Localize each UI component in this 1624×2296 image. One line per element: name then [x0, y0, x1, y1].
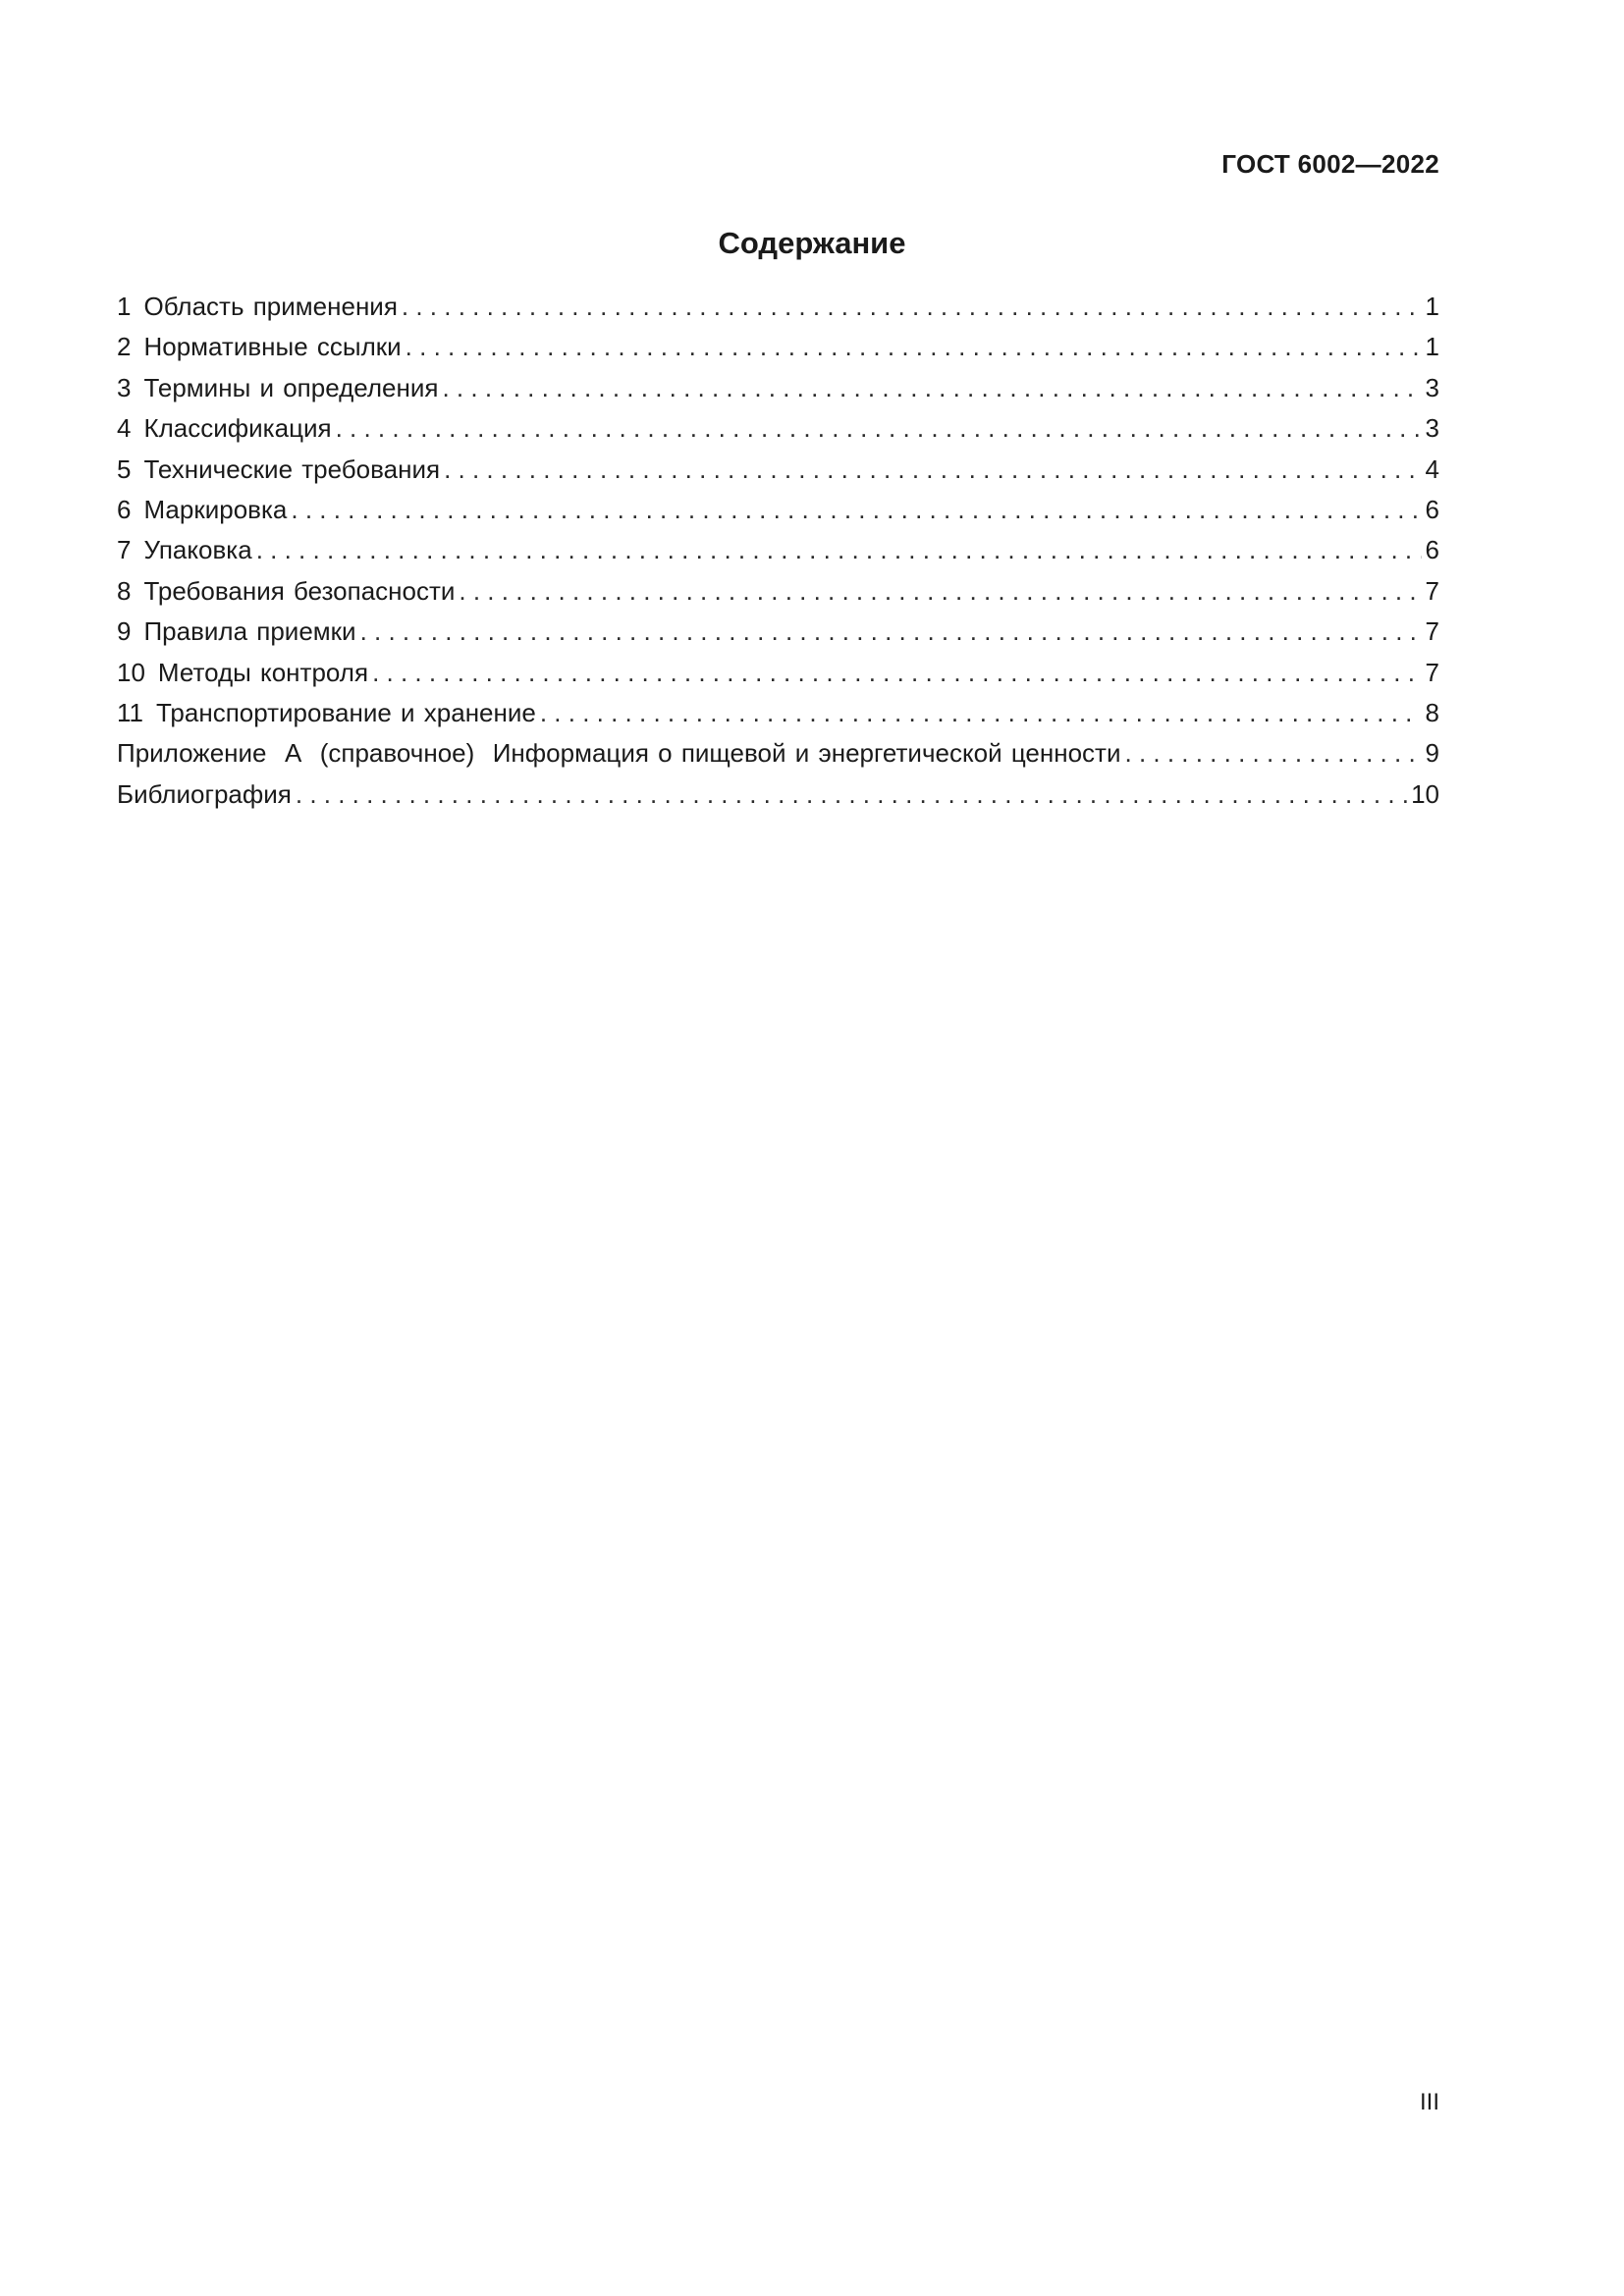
toc-title: Содержание — [718, 226, 906, 260]
toc-dot-leader — [372, 653, 1421, 693]
document-code: ГОСТ 6002—2022 — [1221, 149, 1439, 179]
toc-entry-page: 7 — [1425, 575, 1439, 606]
toc-entry-number: 1 — [117, 292, 132, 321]
toc-entry-label — [117, 530, 252, 570]
toc-entry-page: 7 — [1425, 616, 1439, 647]
toc-entry-number: 7 — [117, 535, 132, 565]
toc-entry-number: 11 — [117, 697, 143, 727]
toc-entry[interactable] — [117, 450, 1439, 490]
toc-dot-leader — [296, 774, 1407, 815]
toc-entry-text: Маркировка — [143, 494, 288, 524]
table-of-contents — [117, 287, 1439, 815]
toc-entry-number: 9 — [117, 616, 132, 647]
toc-entry[interactable] — [117, 287, 1439, 327]
toc-entry-page: 3 — [1425, 413, 1439, 444]
toc-entry-number: 8 — [117, 575, 132, 606]
toc-entry-label — [117, 408, 332, 449]
toc-entry-text: Требования безопасности — [143, 575, 456, 606]
toc-entry-label — [117, 693, 536, 733]
toc-dot-leader — [1125, 733, 1422, 774]
toc-entry[interactable] — [117, 490, 1439, 530]
toc-entry-page: 1 — [1425, 292, 1439, 321]
toc-entry-number: 3 — [117, 372, 132, 402]
toc-entry-label — [117, 612, 356, 652]
toc-entry-page: 7 — [1425, 657, 1439, 687]
toc-entry[interactable] — [117, 612, 1439, 652]
toc-entry-number: 5 — [117, 454, 132, 484]
toc-entry-appendix[interactable] — [117, 733, 1439, 774]
toc-dot-leader — [444, 450, 1421, 490]
toc-entry-number: 2 — [117, 332, 132, 362]
toc-dot-leader — [256, 530, 1422, 570]
toc-entry-text: Классификация — [143, 413, 332, 444]
toc-dot-leader — [360, 612, 1422, 652]
toc-entry-number: 4 — [117, 413, 132, 444]
toc-entry-text: Библиография — [117, 778, 292, 809]
toc-dot-leader — [442, 368, 1421, 408]
toc-entry-label — [117, 287, 398, 327]
toc-entry-text: Транспортирование и хранение — [156, 697, 536, 727]
toc-entry-page: 8 — [1425, 697, 1439, 727]
toc-entry-page: 6 — [1425, 494, 1439, 524]
toc-entry[interactable] — [117, 408, 1439, 449]
page-number: III — [1419, 2089, 1439, 2115]
toc-entry-number: 10 — [117, 657, 145, 687]
toc-entry-page: 6 — [1425, 535, 1439, 565]
toc-entry-label — [117, 368, 438, 408]
toc-dot-leader — [406, 327, 1422, 367]
toc-entry-text: Нормативные ссылки — [143, 332, 402, 362]
toc-entry-text: Область применения — [143, 292, 398, 321]
toc-dot-leader — [402, 287, 1422, 327]
toc-dot-leader — [336, 408, 1422, 449]
toc-entry-page: 4 — [1425, 454, 1439, 484]
toc-dot-leader — [540, 693, 1422, 733]
toc-entry[interactable] — [117, 653, 1439, 693]
toc-entry-page: 3 — [1425, 372, 1439, 402]
toc-entry-text: Упаковка — [143, 535, 252, 565]
toc-dot-leader — [291, 490, 1421, 530]
toc-entry-bibliography[interactable] — [117, 774, 1439, 815]
toc-entry-number: 6 — [117, 494, 132, 524]
toc-entry[interactable] — [117, 368, 1439, 408]
toc-entry[interactable] — [117, 327, 1439, 367]
toc-entry-label — [117, 327, 402, 367]
toc-entry-label — [117, 653, 368, 693]
toc-entry-label — [117, 733, 1121, 774]
toc-entry-label — [117, 450, 440, 490]
toc-entry-page: 1 — [1425, 332, 1439, 362]
toc-entry-label — [117, 490, 287, 530]
toc-entry-text: Правила приемки — [143, 616, 356, 647]
toc-entry-label — [117, 774, 292, 815]
toc-entry-text: Технические требования — [143, 454, 441, 484]
toc-entry[interactable] — [117, 693, 1439, 733]
toc-entry-text: Термины и определения — [143, 372, 439, 402]
toc-entry-page: 9 — [1425, 738, 1439, 769]
toc-entry[interactable] — [117, 571, 1439, 612]
toc-entry-text: Методы контроля — [157, 657, 369, 687]
toc-entry-page: 10 — [1411, 778, 1439, 809]
toc-entry-text: Приложение А (справочное) Информация о пищевой и энергетической ценности — [117, 738, 1121, 769]
toc-dot-leader — [459, 571, 1421, 612]
toc-entry[interactable] — [117, 530, 1439, 570]
toc-entry-label — [117, 571, 455, 612]
